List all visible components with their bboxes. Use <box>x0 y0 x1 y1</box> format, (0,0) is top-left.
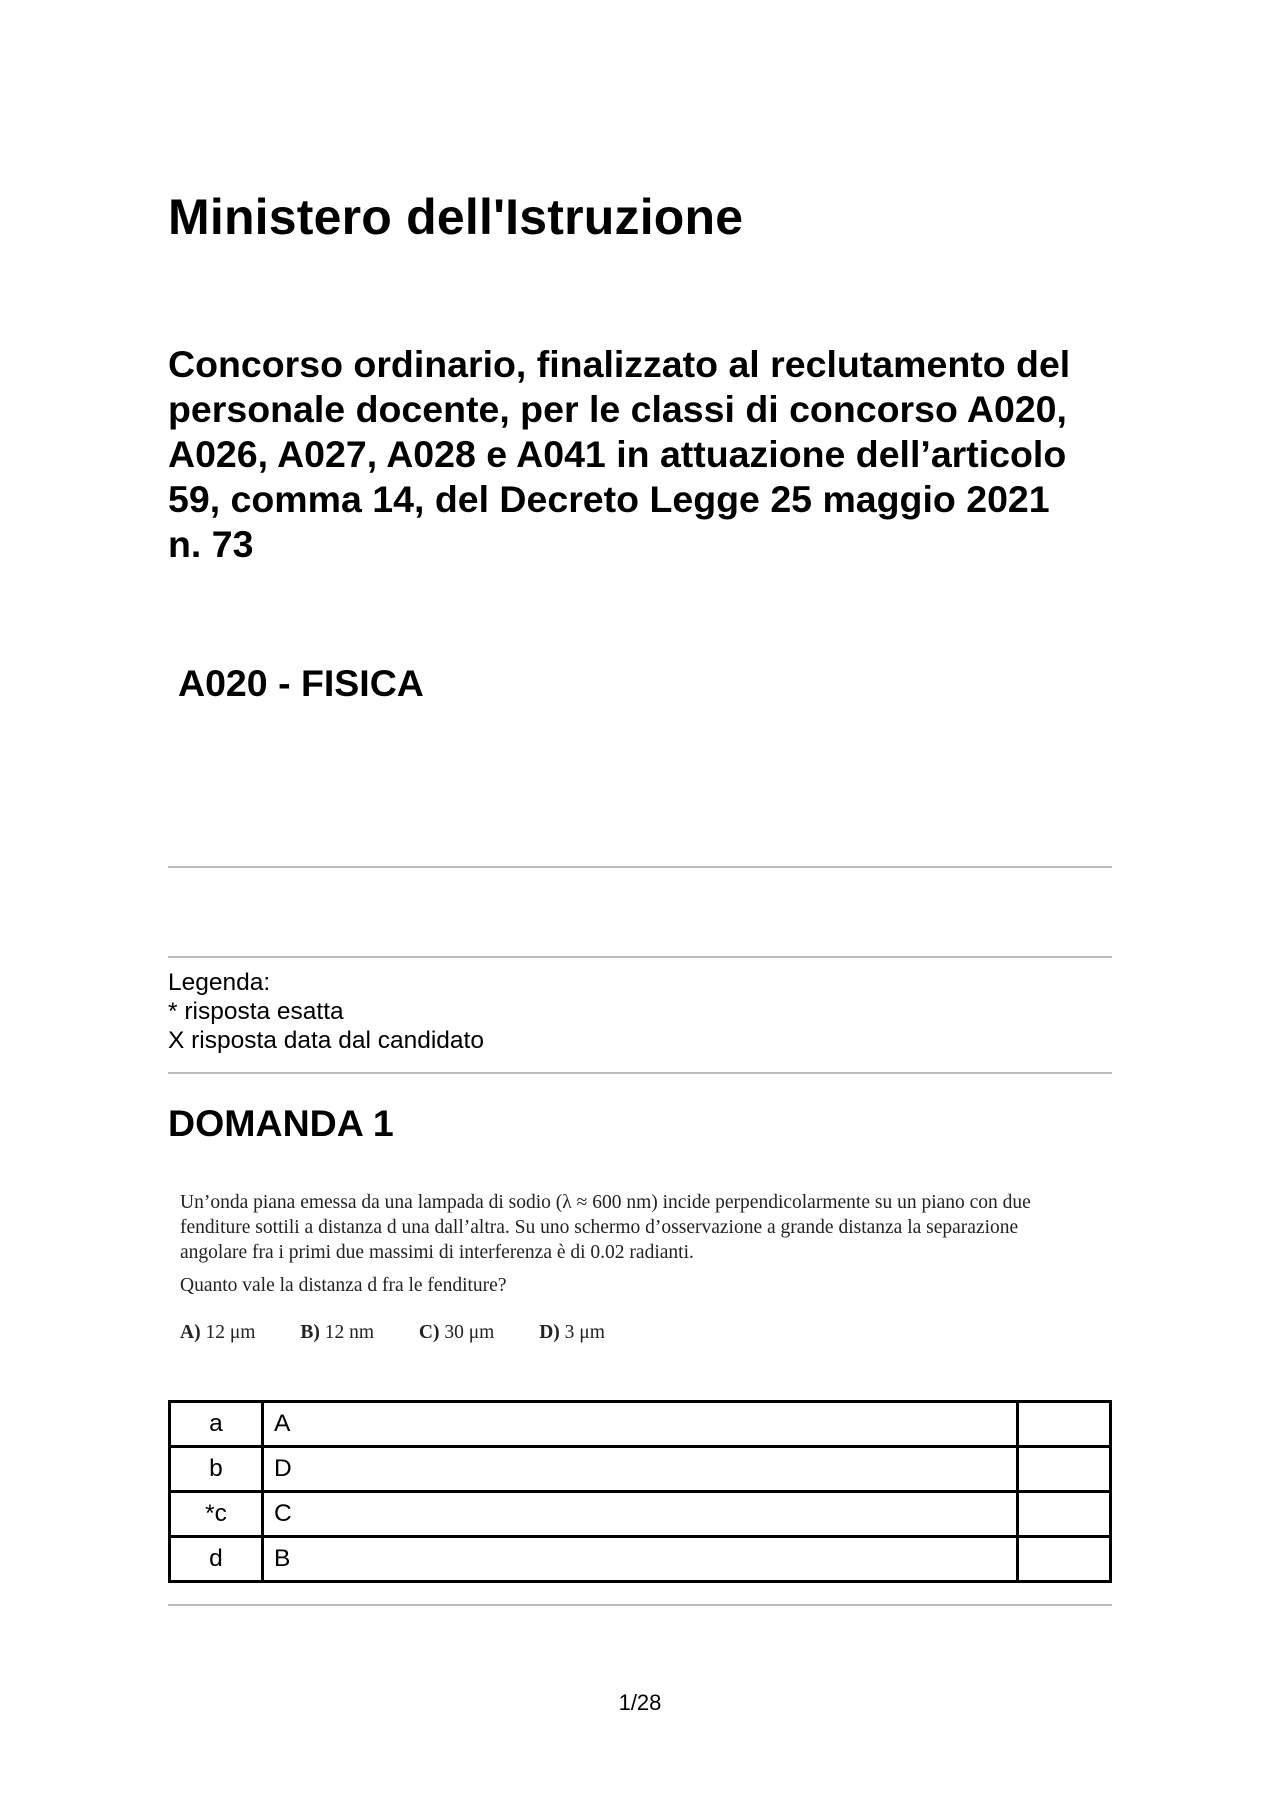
subtitle-line: personale docente, per le classi di concorso A020, <box>168 388 1067 430</box>
question-heading: DOMANDA 1 <box>168 1102 394 1144</box>
question-text-line: angolare fra i primi due massimi di interferenza è di 0.02 radianti. <box>180 1242 694 1263</box>
subtitle-line: 59, comma 14, del Decreto Legge 25 maggio 2021 <box>168 478 1050 520</box>
ministry-title: Ministero dell'Istruzione <box>168 189 744 245</box>
legend-title: Legenda: <box>168 969 271 996</box>
answer-mark <box>1018 1402 1111 1447</box>
answer-value: B <box>263 1537 1018 1582</box>
option-b: B) 12 nm <box>300 1322 374 1343</box>
table-row <box>170 1447 1111 1492</box>
subtitle-line: n. 73 <box>168 523 254 565</box>
divider <box>168 1604 1112 1606</box>
answers-table <box>168 1400 1112 1583</box>
page-number: 1/28 <box>618 1690 662 1715</box>
legend-item: X risposta data dal candidato <box>168 1027 484 1054</box>
divider <box>168 956 1112 958</box>
table-row <box>170 1402 1111 1447</box>
answer-value: A <box>263 1402 1018 1447</box>
option-a: A) 12 μm <box>180 1322 256 1343</box>
answer-key: *c <box>170 1492 263 1537</box>
question-options <box>180 1322 1110 1344</box>
table-row <box>170 1537 1111 1582</box>
question-text-line: Un’onda piana emessa da una lampada di sodio (λ ≈ 600 nm) incide perpendicolarmente su un piano con due <box>180 1192 1031 1213</box>
answer-key: b <box>170 1447 263 1492</box>
answer-mark <box>1018 1537 1111 1582</box>
competition-subtitle <box>168 342 1128 567</box>
option-d: D) 3 μm <box>539 1322 605 1343</box>
competition-class: A020 - FISICA <box>178 662 424 704</box>
answer-mark <box>1018 1492 1111 1537</box>
table-row <box>170 1492 1111 1537</box>
question-body <box>180 1190 1110 1344</box>
question-ask: Quanto vale la distanza d fra le fenditure? <box>180 1275 507 1296</box>
legend-item: * risposta esatta <box>168 998 344 1025</box>
answer-value: D <box>263 1447 1018 1492</box>
answer-key: a <box>170 1402 263 1447</box>
answer-value: C <box>263 1492 1018 1537</box>
divider <box>168 866 1112 868</box>
question-text-line: fenditure sottili a distanza d una dall’altra. Su uno schermo d’osservazione a grande distanza la separazione <box>180 1217 1019 1238</box>
subtitle-line: Concorso ordinario, finalizzato al reclutamento del <box>168 343 1071 385</box>
divider <box>168 1072 1112 1074</box>
answer-key: d <box>170 1537 263 1582</box>
option-c: C) 30 μm <box>418 1322 495 1343</box>
subtitle-line: A026, A027, A028 e A041 in attuazione dell’articolo <box>168 433 1067 475</box>
legend <box>168 968 484 1055</box>
answer-mark <box>1018 1447 1111 1492</box>
